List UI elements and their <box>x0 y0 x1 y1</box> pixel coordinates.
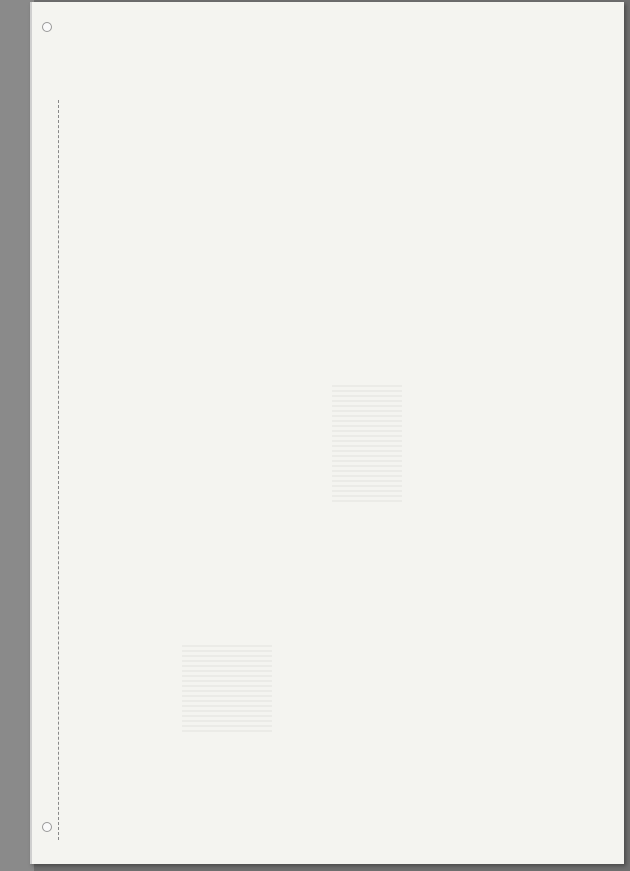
binder-strip <box>0 0 34 871</box>
divider-line <box>58 100 59 840</box>
rotated-table <box>42 16 602 840</box>
